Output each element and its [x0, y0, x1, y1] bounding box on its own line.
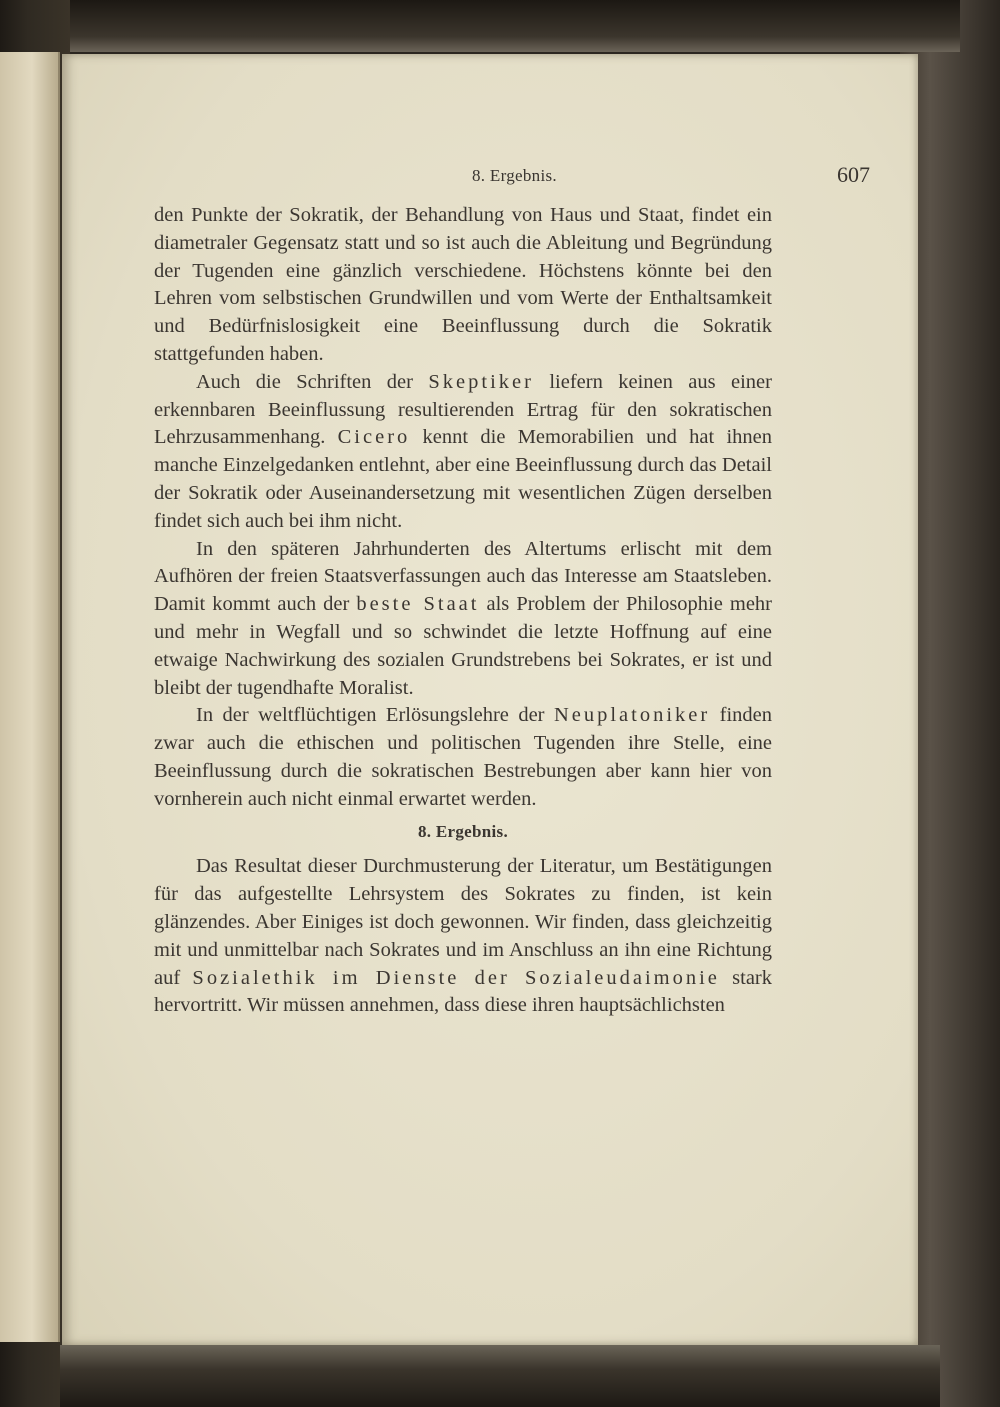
book-cover-bottom-edge	[60, 1345, 940, 1407]
left-page-edge	[0, 52, 60, 1342]
body-text	[154, 202, 772, 1020]
paragraph-2-text-3: kennt die Memorabilien und hat ihnen manche Einzelgedanken entlehnt, aber eine Beeinflussung durch das Detail der Sokratik oder Auseinandersetzung mit wesentlichen Zügen derselben findet sich auch bei ihm nicht.	[154, 426, 773, 532]
paragraph-2-text-2: liefern keinen aus einer erkennbaren Beeinflussung resultierenden Ertrag für den sokratischen Lehrzusammenhang.	[154, 370, 772, 449]
paragraph-4-text-1: In der weltflüchtigen Erlösungslehre der	[196, 704, 554, 727]
emphasis-skeptiker: Skeptiker	[428, 370, 534, 393]
paragraph-2	[154, 369, 772, 536]
page-number: 607	[837, 162, 870, 187]
running-head	[152, 162, 870, 192]
paragraph-5-text-1: Das Resultat dieser Durchmusterung der Literatur, um Bestätigungen für das aufgestellte Lehrsystem des Sokrates zu finden, ist kein glänzendes. Aber Einiges ist doch gewonnen. Wir finden, dass gleichzeitig mit und unmittelbar nach Sokrates und im Anschluss an ihn eine Richtung auf	[154, 855, 772, 989]
book-page	[62, 54, 918, 1345]
paragraph-4	[154, 702, 772, 813]
emphasis-sozialethik: Sozialethik im Dienste der Sozialeudaimonie	[192, 966, 720, 989]
paragraph-1: den Punkte der Sokratik, der Behandlung von Haus und Staat, findet ein diametraler Gegensatz statt und so ist auch die Ableitung und Begründung der Tugenden eine gänzlich verschiedene. Höchstens könnte bei den Lehren vom selbstischen Grundwillen und vom Werte der Enthaltsamkeit und Bedürfnislosigkeit eine Beeinflussung durch die Sokratik stattgefunden haben.	[154, 204, 772, 365]
paragraph-2-text-1: Auch die Schriften der	[196, 370, 429, 393]
paragraph-5-text-2: stark hervortritt. Wir müssen annehmen, dass diese ihren hauptsächlichsten	[154, 966, 772, 1017]
emphasis-neuplatoniker: Neuplatoniker	[553, 704, 711, 727]
emphasis-cicero: Cicero	[337, 426, 411, 449]
book-cover-top-edge	[70, 0, 960, 52]
paragraph-3-text-1: In den späteren Jahrhunderten des Altertums erlischt mit dem Aufhören der freien Staatsverfassungen auch das Interesse am Staatsleben. Damit kommt auch der	[154, 537, 772, 616]
section-heading: 8. Ergebnis.	[417, 821, 509, 841]
paragraph-3	[154, 536, 772, 703]
running-title: 8. Ergebnis.	[472, 166, 557, 185]
paragraph-3-text-2: als Problem der Philosophie mehr und mehr in Wegfall und so schwindet die letzte Hoffnung auf eine etwaige Nachwirkung des sozialen Grundstrebens bei Sokrates, er ist und bleibt der tugendhafte Moralist.	[154, 593, 772, 699]
paragraph-5	[154, 853, 772, 1020]
emphasis-beste-staat: beste Staat	[356, 593, 480, 616]
paragraph-4-text-2: finden zwar auch die ethischen und politischen Tugenden ihre Stelle, eine Beeinflussung durch die sokratischen Bestrebungen aber kann hier von vornherein auch nicht einmal erwartet werden.	[154, 704, 772, 810]
